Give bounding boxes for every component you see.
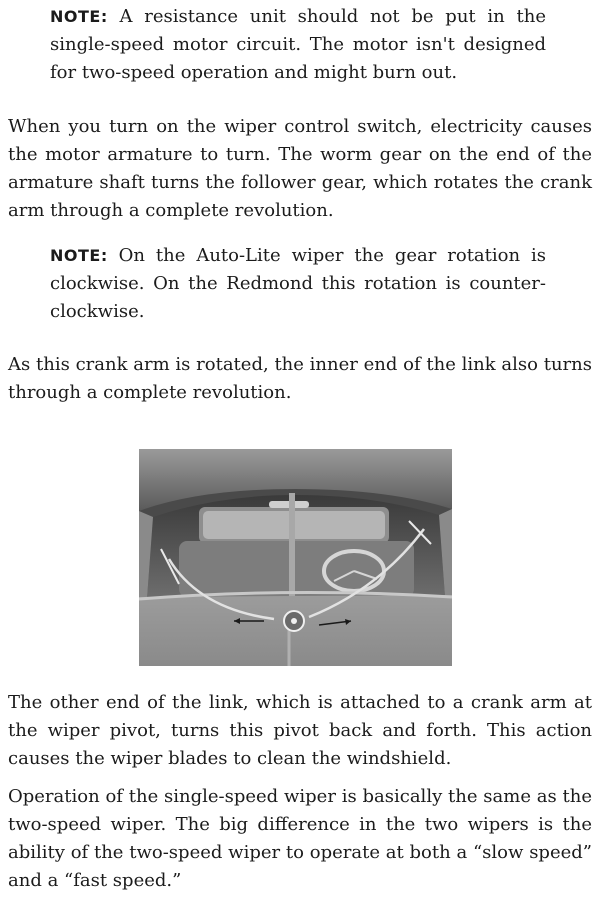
body-paragraph-comparison: Operation of the single-speed wiper is basically the same as the two-speed wiper. The big difference in the two wipers is the ability of the two-speed wiper to operate at both a “slow speed” and a “fast speed.”: [8, 786, 592, 891]
body-paragraph-pivot: The other end of the link, which is attached to a crank arm at the wiper pivot, turns this pivot back and forth. This action causes the wiper blades to clean the windshield.: [8, 692, 592, 769]
note-label: NOTE:: [50, 246, 108, 265]
note-text: On the Auto-Lite wiper the gear rotation is clockwise. On the Redmond this rotation is counter-clockwise.: [50, 245, 546, 322]
note-paragraph-rotation: [50, 242, 546, 326]
body-paragraph-crank: As this crank arm is rotated, the inner end of the link also turns through a complete revolution.: [8, 354, 592, 403]
body-paragraph-motor: When you turn on the wiper control switch, electricity causes the motor armature to turn. The worm gear on the end of the armature shaft turns the follower gear, which rotates the crank arm through a complete revolution.: [8, 116, 592, 221]
note-text: A resistance unit should not be put in the single-speed motor circuit. The motor isn't designed for two-speed operation and might burn out.: [50, 6, 546, 83]
note-paragraph-resistance: [50, 3, 546, 87]
windshield-wiper-photo: [139, 449, 452, 666]
note-label: NOTE:: [50, 7, 108, 26]
